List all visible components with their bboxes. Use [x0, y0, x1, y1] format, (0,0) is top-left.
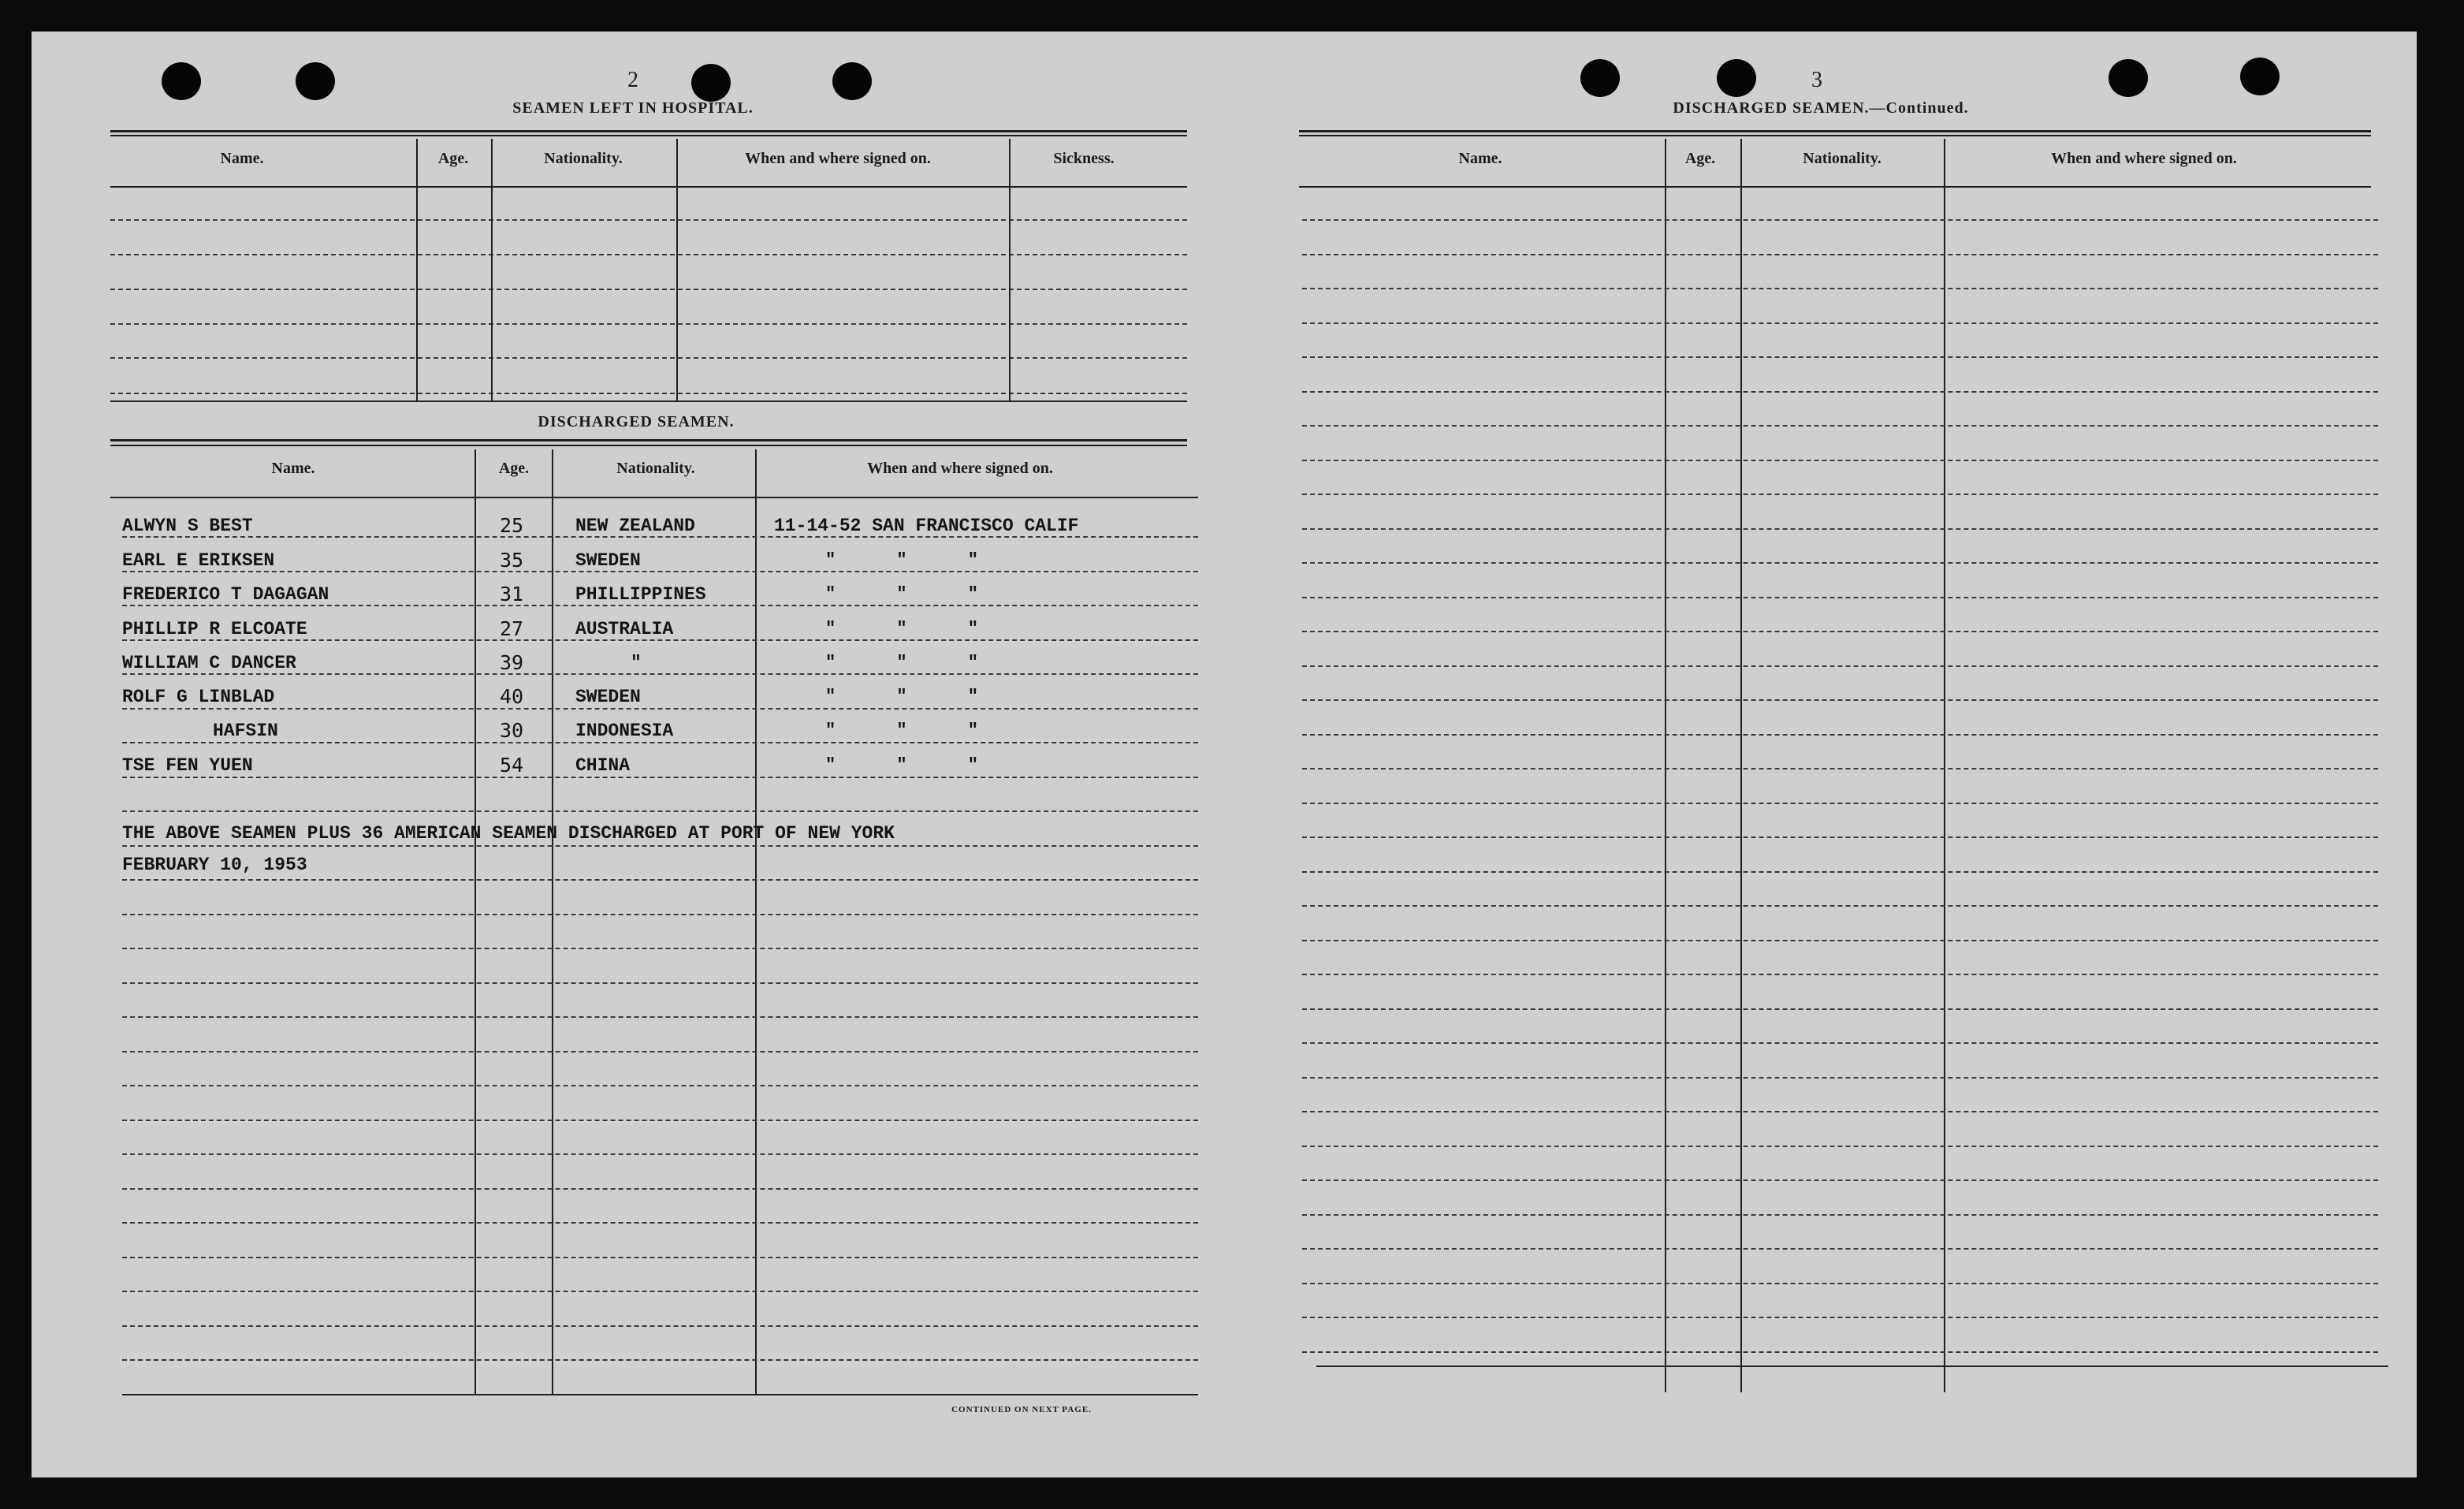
ruled-line [1302, 1042, 2378, 1044]
ruled-line [122, 1016, 1198, 1018]
seaman-name: ALWYN S BEST [122, 516, 253, 536]
column-rule [1740, 139, 1742, 1392]
ruled-line [122, 948, 1198, 949]
seaman-nationality: " [631, 653, 642, 673]
ruled-line [122, 708, 1198, 710]
table-rule [1299, 186, 2371, 188]
continued-note: CONTINUED ON NEXT PAGE. [951, 1405, 1092, 1414]
punch-hole [691, 64, 731, 102]
punch-hole [162, 62, 201, 100]
seaman-name: PHILLIP R ELCOATE [122, 619, 307, 639]
punch-hole [1717, 59, 1756, 97]
ruled-line [1302, 768, 2378, 769]
ruled-line [1302, 1283, 2378, 1284]
punch-hole [2109, 59, 2148, 97]
seaman-signed-on: " " " [825, 687, 979, 706]
column-header-signed-on: When and where signed on. [867, 460, 1053, 477]
seaman-name: TSE FEN YUEN [122, 755, 253, 776]
ruled-line [1302, 562, 2378, 564]
ruled-line [1302, 1179, 2378, 1181]
column-header-name: Name. [271, 460, 315, 477]
ruled-line [122, 536, 1198, 538]
column-header-nationality: Nationality. [544, 150, 623, 167]
seaman-name: EARL E ERIKSEN [122, 550, 275, 571]
ruled-line [1302, 905, 2378, 907]
ruled-line [122, 1051, 1198, 1053]
seaman-nationality: CHINA [575, 755, 631, 776]
ruled-line [1302, 699, 2378, 701]
ruled-line [122, 1188, 1198, 1190]
seaman-signed-on: " " " [825, 584, 979, 604]
table-rule [110, 439, 1187, 442]
ruled-line [1302, 974, 2378, 975]
table-rule [1316, 1366, 2388, 1367]
column-header-signed-on: When and where signed on. [745, 150, 931, 167]
column-header-nationality: Nationality. [616, 460, 695, 477]
ruled-line [122, 1257, 1198, 1258]
section-title-seamen-left-in-hospital: SEAMEN LEFT IN HOSPITAL. [512, 99, 754, 117]
column-header-name: Name. [220, 150, 264, 167]
seaman-nationality: INDONESIA [575, 721, 674, 741]
seaman-name: HAFSIN [213, 721, 278, 741]
ruled-line [1302, 1077, 2378, 1079]
ruled-line [1302, 665, 2378, 667]
column-rule [1944, 139, 1945, 1392]
ruled-line [122, 1359, 1198, 1361]
punch-hole [1580, 59, 1620, 97]
ruled-line [122, 914, 1198, 915]
ruled-line [1302, 1146, 2378, 1147]
seaman-signed-on: " " " [825, 653, 979, 673]
ruled-line [1302, 1351, 2378, 1353]
ruled-line [110, 219, 1187, 221]
punch-hole [832, 62, 872, 100]
ruled-line [1302, 1317, 2378, 1318]
ruled-line [122, 982, 1198, 984]
seaman-age: 39 [500, 651, 524, 674]
ruled-line [110, 254, 1187, 255]
column-rule [416, 139, 418, 401]
seaman-nationality: PHILLIPPINES [575, 584, 706, 605]
seaman-age: 30 [500, 719, 524, 742]
column-header-nationality: Nationality. [1803, 150, 1881, 167]
table-rule [110, 135, 1187, 136]
section-title-discharged-seamen-continued: DISCHARGED SEAMEN.—Continued. [1673, 99, 1969, 117]
column-rule [1009, 139, 1011, 401]
ruled-line [1302, 1214, 2378, 1216]
seaman-nationality: SWEDEN [575, 687, 641, 707]
ruled-line [1302, 871, 2378, 873]
punch-hole [296, 62, 335, 100]
seaman-signed-on: " " " [825, 550, 979, 570]
ruled-line [1302, 940, 2378, 941]
section-title-discharged-seamen: DISCHARGED SEAMEN. [538, 413, 735, 430]
column-header-name: Name. [1458, 150, 1502, 167]
discharge-note: THE ABOVE SEAMEN PLUS 36 AMERICAN SEAMEN DISCHARGED AT PORT OF NEW YORK [122, 823, 895, 844]
ruled-line [122, 673, 1198, 675]
ruled-line [122, 1222, 1198, 1224]
ruled-line [1302, 734, 2378, 736]
column-rule [755, 449, 757, 1395]
seaman-name: ROLF G LINBLAD [122, 687, 275, 707]
seaman-signed-on: " " " [825, 755, 979, 775]
ruled-line [1302, 288, 2378, 289]
ruled-line [1302, 219, 2378, 221]
column-header-sickness: Sickness. [1053, 150, 1115, 167]
ruled-line [122, 879, 1198, 881]
column-rule [1665, 139, 1666, 1392]
ruled-line [1302, 460, 2378, 461]
column-rule [676, 139, 678, 401]
ruled-line [110, 289, 1187, 290]
ruled-line [1302, 494, 2378, 495]
punch-hole [2240, 58, 2280, 95]
ruled-line [122, 810, 1198, 812]
ruled-line [122, 1120, 1198, 1121]
column-header-age: Age. [1684, 150, 1716, 167]
ruled-line [1302, 528, 2378, 530]
ruled-line [122, 605, 1198, 606]
ruled-line [1302, 1111, 2378, 1112]
ruled-line [1302, 1008, 2378, 1010]
seaman-age: 25 [500, 514, 524, 537]
seaman-nationality: AUSTRALIA [575, 619, 674, 639]
ruled-line [1302, 425, 2378, 427]
ruled-line [1302, 254, 2378, 255]
ruled-line [122, 1325, 1198, 1327]
table-rule [1299, 135, 2371, 136]
ruled-line [110, 357, 1187, 359]
seaman-nationality: NEW ZEALAND [575, 516, 695, 536]
column-header-signed-on: When and where signed on. [2051, 150, 2237, 167]
column-rule [552, 449, 553, 1395]
ruled-line [122, 571, 1198, 572]
seaman-age: 40 [500, 685, 524, 708]
seaman-signed-on: 11-14-52 SAN FRANCISCO CALIF [774, 516, 1079, 536]
ruled-line [1302, 1248, 2378, 1250]
seaman-name: FREDERICO T DAGAGAN [122, 584, 329, 605]
ruled-line [1302, 356, 2378, 358]
ruled-line [1302, 803, 2378, 804]
table-rule [110, 401, 1187, 402]
ruled-line [1302, 836, 2378, 838]
manifest-sheet [32, 32, 2417, 1477]
ruled-line [122, 742, 1198, 743]
discharge-date: FEBRUARY 10, 1953 [122, 855, 307, 875]
table-rule [1299, 130, 2371, 132]
ruled-line [122, 777, 1198, 778]
ruled-line [110, 393, 1187, 394]
column-rule [491, 139, 493, 401]
column-rule [475, 449, 476, 1395]
seaman-age: 35 [500, 549, 524, 572]
table-rule [110, 130, 1187, 132]
seaman-age: 54 [500, 754, 524, 777]
ruled-line [110, 323, 1187, 325]
table-rule [110, 497, 1198, 498]
ruled-line [122, 1291, 1198, 1292]
page-number: 3 [1811, 68, 1822, 92]
ruled-line [122, 845, 1198, 847]
ruled-line [122, 1153, 1198, 1155]
ruled-line [122, 1085, 1198, 1086]
ruled-line [1302, 631, 2378, 632]
ruled-line [1302, 391, 2378, 393]
seaman-nationality: SWEDEN [575, 550, 641, 571]
seaman-age: 31 [500, 583, 524, 605]
seaman-name: WILLIAM C DANCER [122, 653, 296, 673]
table-rule [110, 445, 1187, 446]
ruled-line [1302, 322, 2378, 324]
seaman-signed-on: " " " [825, 721, 979, 740]
page-number: 2 [627, 68, 638, 92]
table-rule [122, 1394, 1198, 1395]
seaman-age: 27 [500, 617, 524, 640]
table-rule [110, 186, 1187, 188]
seaman-signed-on: " " " [825, 619, 979, 639]
ruled-line [1302, 597, 2378, 598]
column-header-age: Age. [437, 150, 469, 167]
column-header-age: Age. [498, 460, 530, 477]
